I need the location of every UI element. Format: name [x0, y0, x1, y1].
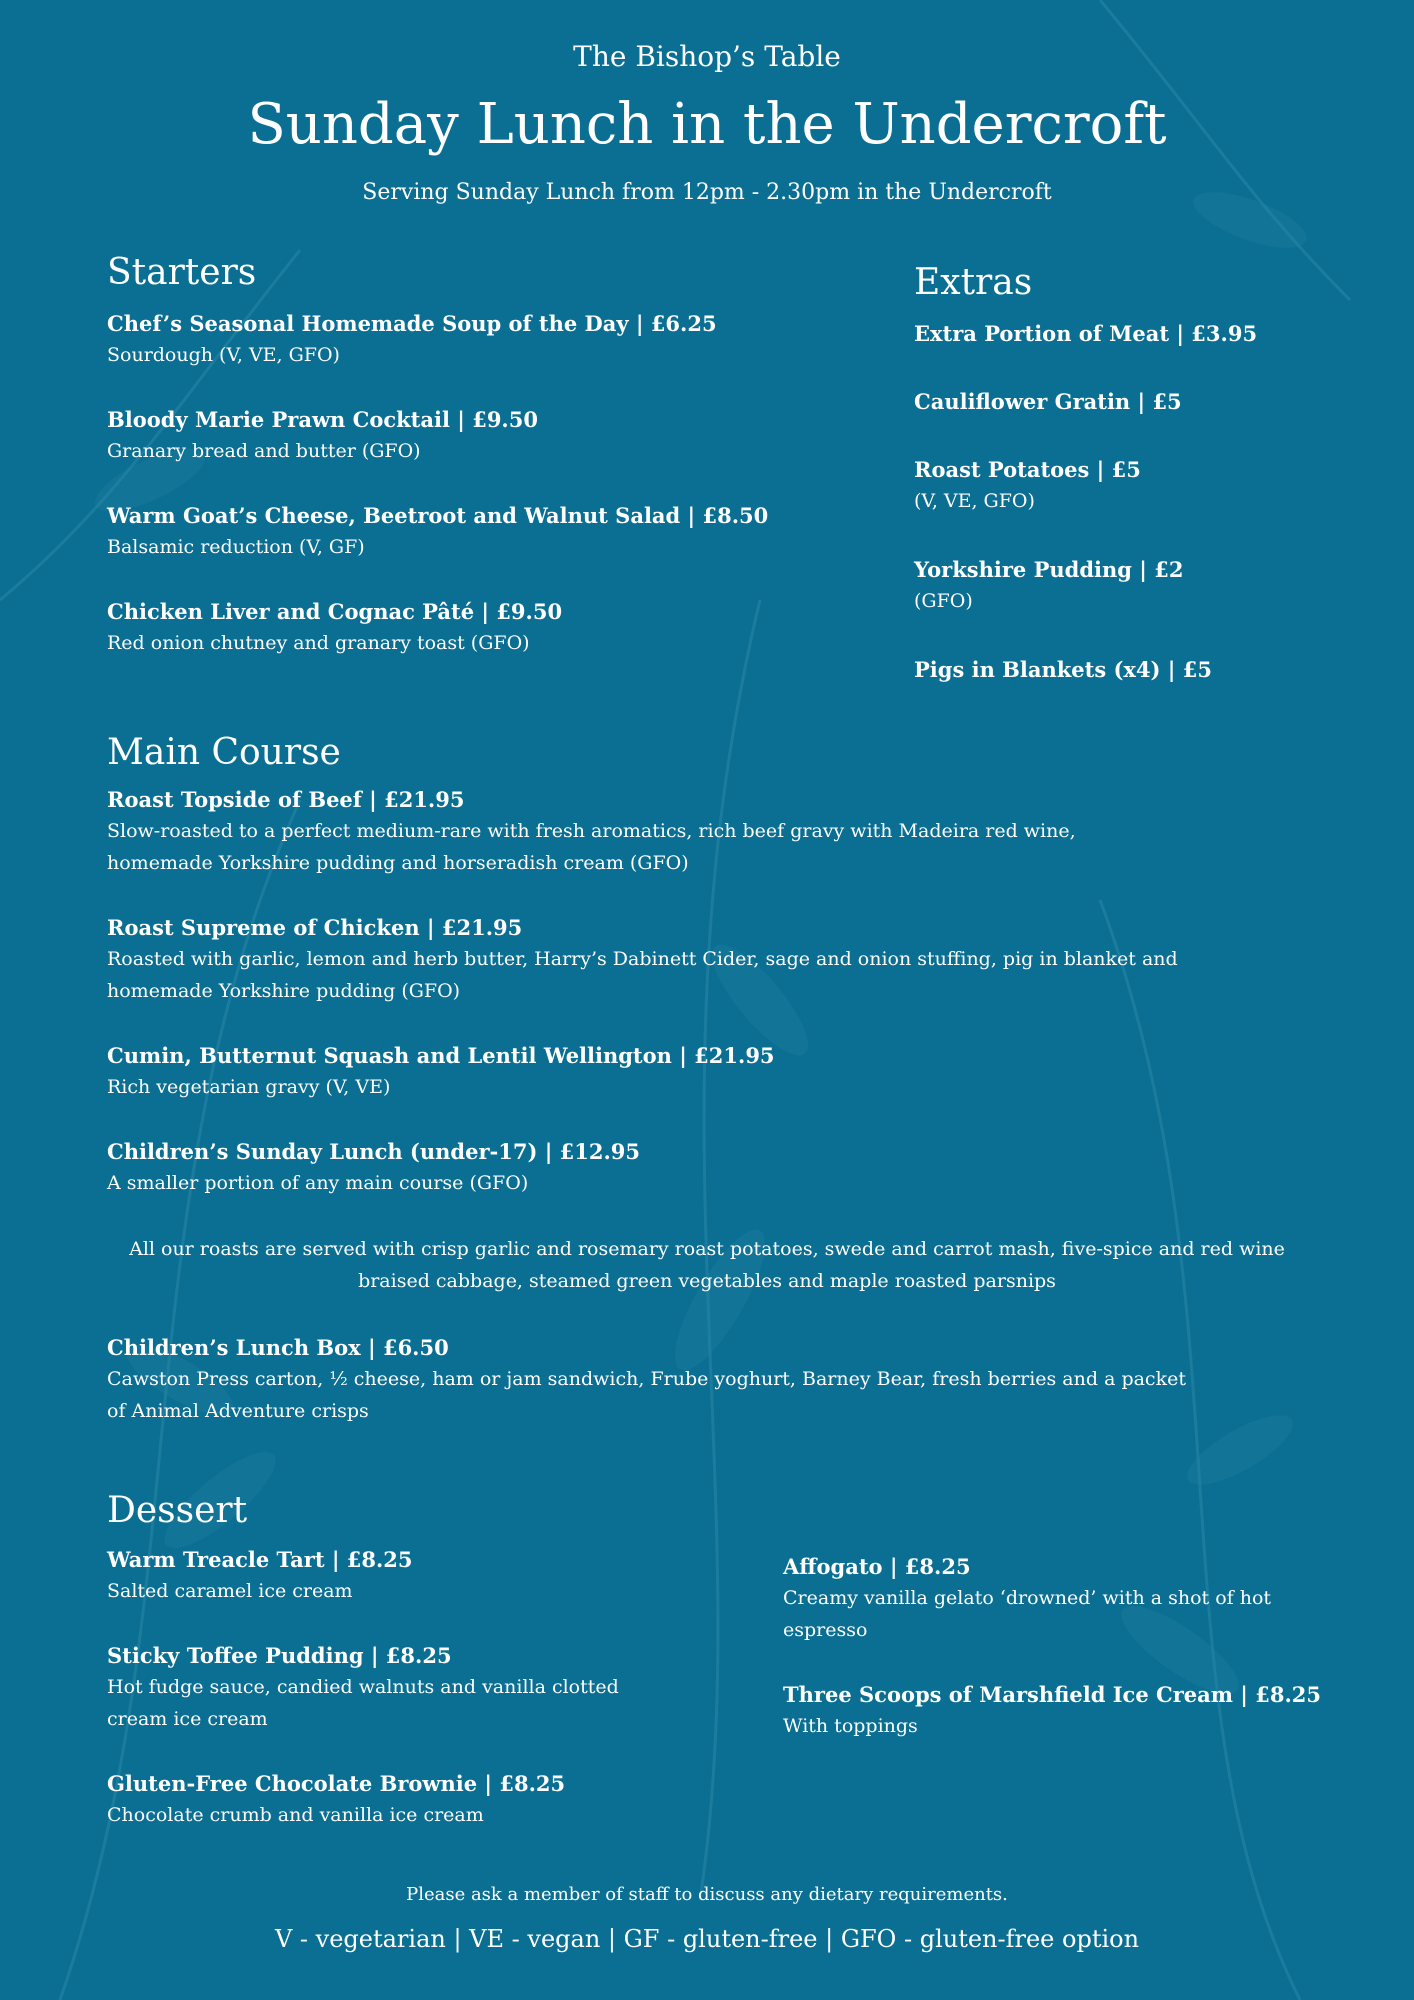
item-name: Pigs in Blankets (x4) | £5 [914, 657, 1212, 682]
menu-item [107, 597, 867, 659]
item-name: Bloody Marie Prawn Cocktail | £9.50 [107, 407, 538, 432]
item-name: Gluten-Free Chocolate Brownie | £8.25 [107, 1771, 566, 1796]
menu-subtitle: Serving Sunday Lunch from 12pm - 2.30pm in the Undercroft [362, 180, 1052, 205]
item-description: Granary bread and butter (GFO) [107, 440, 421, 462]
section-heading-extras: Extras [914, 262, 1033, 303]
starters-section [107, 252, 867, 693]
menu-item [107, 1769, 667, 1831]
item-description: Salted caramel ice cream [107, 1580, 353, 1602]
item-name: Sticky Toffee Pudding | £8.25 [107, 1643, 452, 1668]
item-description: (GFO) [914, 590, 973, 612]
item-description: Hot fudge sauce, candied walnuts and vanilla clotted cream ice cream [107, 1676, 619, 1730]
item-description: A smaller portion of any main course (GFO) [107, 1172, 529, 1194]
menu-title: Sunday Lunch in the Undercroft [247, 92, 1167, 157]
item-name: Warm Goat’s Cheese, Beetroot and Walnut Salad | £8.50 [107, 503, 769, 528]
section-heading-main-course: Main Course [107, 732, 341, 773]
item-name: Roast Potatoes | £5 [914, 457, 1141, 482]
dietary-key: V - vegetarian | VE - vegan | GF - gluten-free | GFO - gluten-free option [274, 1925, 1140, 1953]
item-name: Chicken Liver and Cognac Pâté | £9.50 [107, 599, 563, 624]
menu-item [107, 1041, 1307, 1103]
menu-item [107, 501, 867, 563]
item-description: (V, VE, GFO) [914, 490, 1035, 512]
item-name: Three Scoops of Marshfield Ice Cream | £8.25 [783, 1682, 1322, 1707]
section-heading-dessert: Dessert [107, 1490, 248, 1531]
item-name: Children’s Sunday Lunch (under-17) | £12.95 [107, 1139, 641, 1164]
menu-item [914, 455, 1334, 517]
roasts-note: All our roasts are served with crisp garlic and rosemary roast potatoes, swede and carrot mash, five-spice and red wine braised cabbage, steamed green vegetables and maple roasted parsnips [129, 1238, 1285, 1292]
item-name: Warm Treacle Tart | £8.25 [107, 1547, 413, 1572]
menu-item [107, 913, 1307, 1007]
item-name: Affogato | £8.25 [783, 1554, 971, 1579]
menu-item [107, 785, 1307, 879]
menu-item [107, 1333, 1307, 1427]
item-name: Extra Portion of Meat | £3.95 [914, 321, 1258, 346]
main-course-section [107, 732, 1307, 1461]
menu-item [783, 1680, 1343, 1742]
item-description: Sourdough (V, VE, GFO) [107, 344, 340, 366]
menu-item [107, 405, 867, 467]
menu-item [914, 387, 1334, 417]
item-name: Roast Topside of Beef | £21.95 [107, 787, 465, 812]
item-name: Yorkshire Pudding | £2 [914, 557, 1184, 582]
extras-section [914, 262, 1334, 723]
item-name: Children’s Lunch Box | £6.50 [107, 1335, 449, 1360]
item-description: Roasted with garlic, lemon and herb butter, Harry’s Dabinett Cider, sage and onion stuffing, pig in blanket and homemade Yorkshire pudding (GFO) [107, 948, 1178, 1002]
menu-item [107, 309, 867, 371]
item-name: Chef’s Seasonal Homemade Soup of the Day | £6.25 [107, 311, 717, 336]
dessert-right-column [783, 1552, 1343, 1776]
section-heading-starters: Starters [107, 252, 257, 293]
menu-item [107, 1545, 667, 1607]
menu-item [783, 1552, 1343, 1646]
dessert-section [107, 1490, 667, 1865]
menu-item [914, 555, 1334, 617]
item-description: Red onion chutney and granary toast (GFO) [107, 632, 530, 654]
menu-item [107, 1641, 667, 1735]
item-description: Rich vegetarian gravy (V, VE) [107, 1076, 391, 1098]
venue-name: The Bishop’s Table [573, 40, 841, 73]
item-description: With toppings [783, 1715, 918, 1737]
item-description: Balsamic reduction (V, GF) [107, 536, 365, 558]
menu-item [914, 655, 1334, 685]
item-name: Cauliflower Gratin | £5 [914, 389, 1182, 414]
item-description: Slow-roasted to a perfect medium-rare with fresh aromatics, rich beef gravy with Madeira red wine, homemade Yorkshire pudding and horseradish cream (GFO) [107, 820, 1076, 874]
item-name: Roast Supreme of Chicken | £21.95 [107, 915, 523, 940]
item-description: Creamy vanilla gelato ‘drowned’ with a shot of hot espresso [783, 1587, 1272, 1641]
item-name: Cumin, Butternut Squash and Lentil Wellington | £21.95 [107, 1043, 775, 1068]
dietary-note: Please ask a member of staff to discuss any dietary requirements. [406, 1884, 1008, 1905]
item-description: Cawston Press carton, ½ cheese, ham or jam sandwich, Frube yoghurt, Barney Bear, fresh berries and a packet of Animal Adventure crisps [107, 1368, 1186, 1422]
menu-item [914, 319, 1334, 349]
menu-item [107, 1137, 1307, 1199]
item-description: Chocolate crumb and vanilla ice cream [107, 1804, 484, 1826]
